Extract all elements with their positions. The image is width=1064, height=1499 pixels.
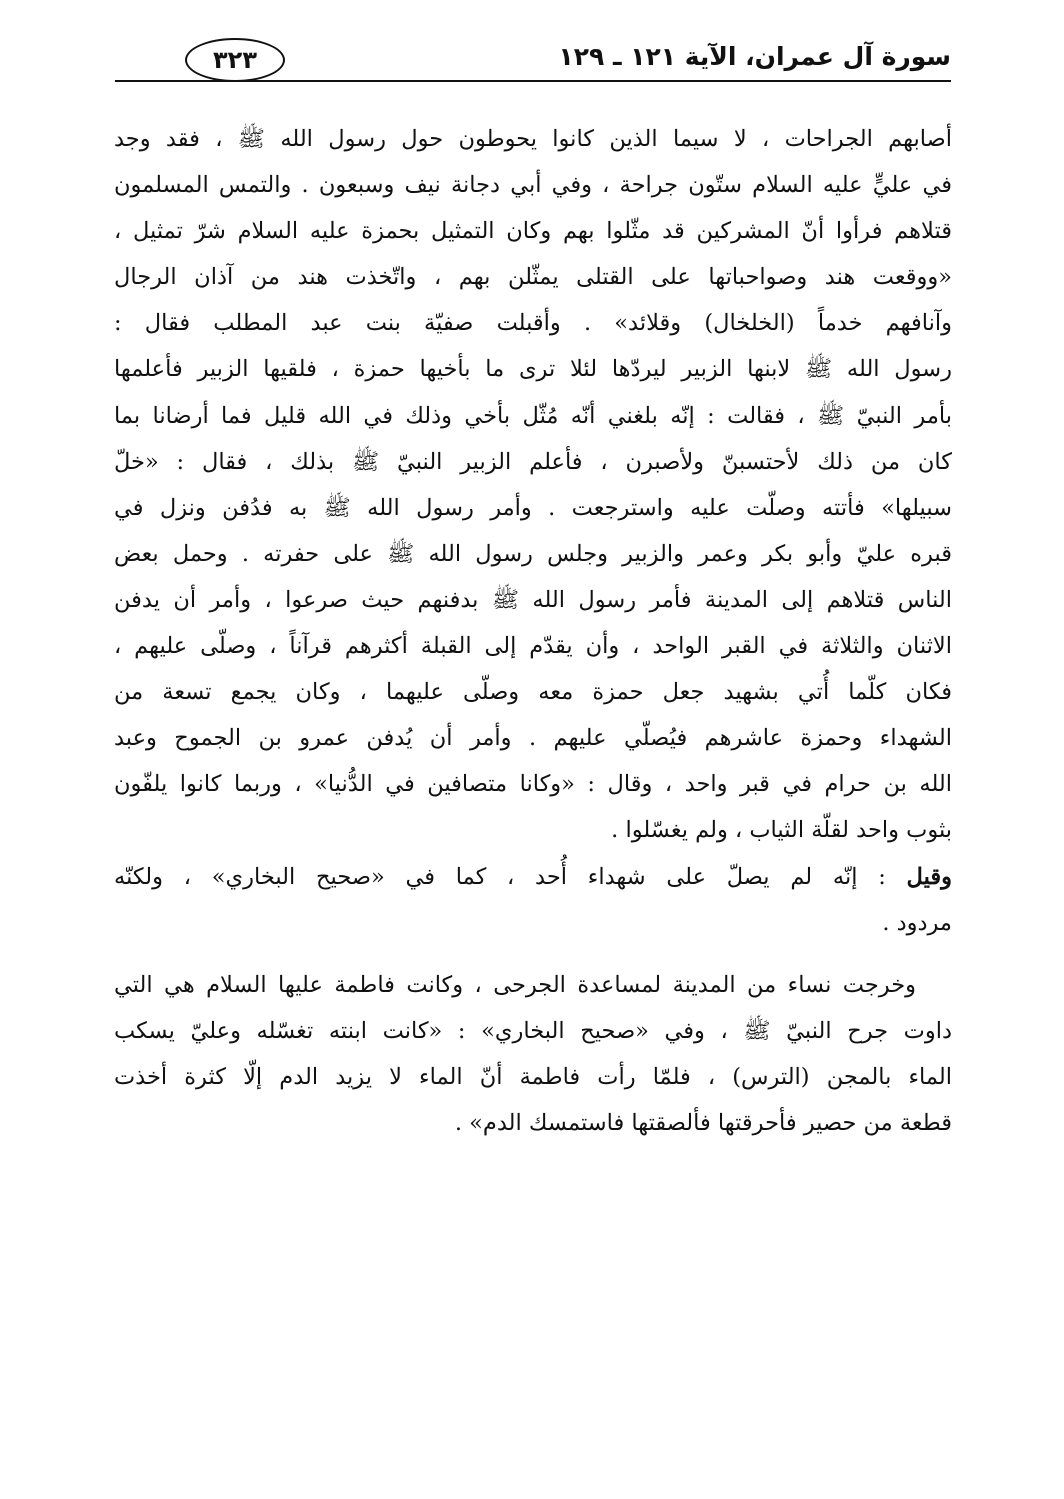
text-line: في عليٍّ عليه السلام ستّون جراحة ، وفي أبي دجانة نيف وسبعون . والتمس المسلمون [114,172,952,199]
page-number: ٣٢٣ [185,38,285,82]
paragraph-2 [114,854,952,946]
text-line: «ووقعت هند وصواحباتها على القتلى يمثّلن بهم ، واتّخذت هند من آذان الرجال [114,264,952,291]
text-line: الله بن حرام في قبر واحد ، وقال : «وكانا متصافين في الدُّنيا» ، وربما كانوا يلفّون [114,771,952,798]
text-line: رسول الله ﷺ لابنها الزبير ليردّها لئلا ترى ما بأخيها حمزة ، فلقيها الزبير فأعلمها [114,356,952,383]
text-line: داوت جرح النبيّ ﷺ ، وفي «صحيح البخاري» : «كانت ابنته تغسّله وعليّ يسكب [114,1017,952,1044]
text-line: كان من ذلك لأحتسبنّ ولأصبرن ، فأعلم الزبير النبيّ ﷺ بذلك ، فقال : «خلّ [114,448,952,475]
text-line [114,854,952,900]
text-line: فكان كلّما أُتي بشهيد جعل حمزة معه وصلّى عليهما ، وكان يجمع تسعة من [114,679,952,706]
text-line: الشهداء وحمزة عاشرهم فيُصلّي عليهم . وأمر أن يُدفن عمرو بن الجموح وعبد [114,725,952,752]
paragraph-3 [114,962,952,1146]
text-line: قبره عليّ وأبو بكر وعمر والزبير وجلس رسول الله ﷺ على حفرته . وحمل بعض [114,540,952,567]
text-line: وآنافهم خدماً (الخلخال) وقلائد» . وأقبلت صفيّة بنت عبد المطلب فقال : [114,310,952,337]
text-span: : إنّه لم يصلّ على شهداء أُحد ، كما في «صحيح البخاري» ، ولكنّه [114,863,907,890]
text-line: قطعة من حصير فأحرقتها فألصقتها فاستمسك الدم» . [454,1109,952,1136]
text-line: الاثنان والثلاثة في القبر الواحد ، وأن يقدّم إلى القبلة أكثرهم قرآناً ، وصلّى عليهم ، [114,633,952,660]
body-text [114,116,952,1146]
paragraph-label: وقيل [906,863,952,890]
text-line: أصابهم الجراحات ، لا سيما الذين كانوا يحوطون حول رسول الله ﷺ ، فقد وجد [114,126,952,152]
text-line: سبيلها» فأتته وصلّت عليه واسترجعت . وأمر رسول الله ﷺ به فدُفن ونزل في [114,494,952,521]
text-line: مردود . [882,909,952,936]
text-line: بثوب واحد لقلّة الثياب ، ولم يغسّلوا . [611,817,952,844]
header-rule [115,80,951,82]
text-line: الماء بالمجن (الترس) ، فلمّا رأت فاطمة أنّ الماء لا يزيد الدم إلّا كثرة أخذت [114,1063,952,1090]
text-line: بأمر النبيّ ﷺ ، فقالت : إنّه بلغني أنّه مُثّل بأخي وذلك في الله قليل فما أرضانا بما [114,402,952,429]
page-header [115,36,951,86]
text-line: قتلاهم فرأوا أنّ المشركين قد مثّلوا بهم وكان التمثيل بحمزة عليه السلام شرّ تمثيل ، [114,218,952,245]
paragraph-1 [114,116,952,854]
text-line: وخرجت نساء من المدينة لمساعدة الجرحى ، وكانت فاطمة عليها السلام هي التي [114,971,916,998]
running-title: سورة آل عمران، الآية ١٢١ ـ ١٢٩ [558,42,951,71]
text-line: الناس قتلاهم إلى المدينة فأمر رسول الله ﷺ بدفنهم حيث صرعوا ، وأمر أن يدفن [114,586,952,613]
paragraph-gap [114,946,952,962]
